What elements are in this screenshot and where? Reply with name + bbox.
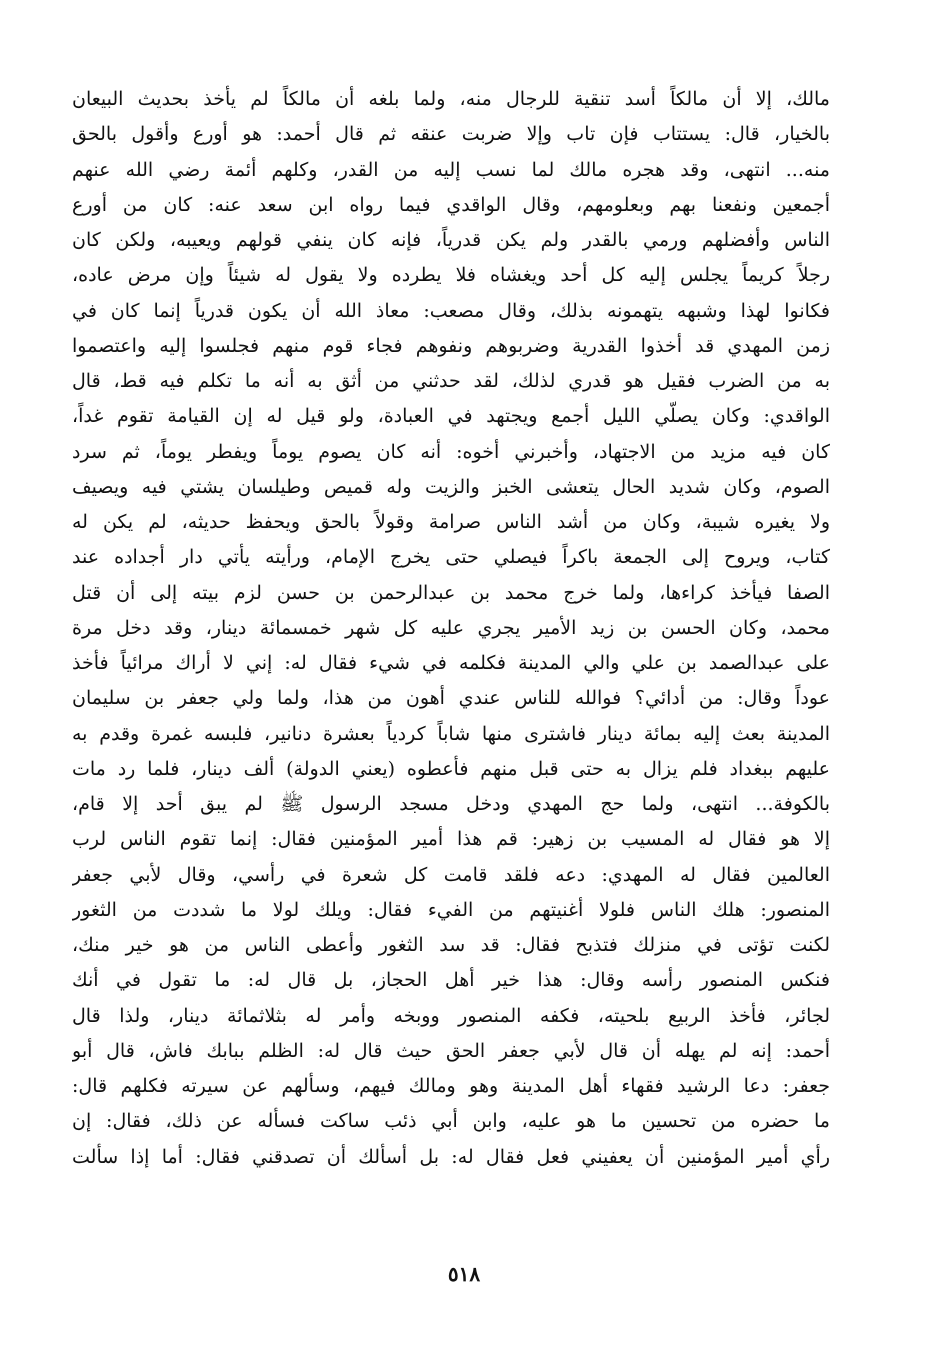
text-line-25: لكنت تؤتى في منزلك فتذبح فقال: قد سد الثغور وأعطى الناس من هو خير منك،: [72, 934, 830, 956]
text-line-1: مالك، إلا أن مالكاً أسد تنقية للرجال منه، ولما بلغه أن مالكاً لم يأخذ بحديث البيعان: [72, 88, 830, 110]
text-line-24: المنصور: هلك الناس فلولا أغنيتهم من الفيء فقال: ويلك لولا ما شددت من الثغور: [72, 898, 830, 921]
text-line-5: الناس وأفضلهم ورمي بالقدر ولم يكن قدرياً، فإنه كان ينفي قولهم ويعيبه، ولكن كان: [72, 229, 830, 251]
text-line-18: عوداً وقال: من أدائي؟ فوالله للناس عندي أهون من هذا، ولما ولي جعفر بن سليمان: [72, 687, 830, 710]
text-line-22: إلا هو فقال له المسيب بن زهير: قم هذا أمير المؤمنين فقال: إنما تقوم الناس لرب: [72, 828, 830, 851]
text-line-19: المدينة بعث إليه بمائة دينار فاشترى منها شاباً كردياً بعشرة دنانير، فلبسه غمرة وقدم به: [72, 722, 830, 745]
text-line-16: محمد، وكان الحسن بن زيد الأمير يجري عليه كل شهر خمسمائة دينار، وقد دخل مرة: [72, 616, 830, 639]
text-line-30: ما حضره من تحسين ما هو عليه، وابن أبي ذئب ساكت فسأله عن ذلك، فقال: إن: [72, 1110, 830, 1133]
page-number: ٥١٨: [447, 1262, 481, 1286]
text-line-17: على عبدالصمد بن علي والي المدينة فكلمه في شيء فقال له: إني لا أراك مرائياً فأخذ: [72, 652, 830, 674]
text-line-21: بالكوفة... انتهى، ولما حج المهدي ودخل مسجد الرسول ﷺ لم يبق أحد إلا قام،: [72, 793, 830, 815]
text-line-23: العالمين فقال له المهدي: دعه فلقد قامت كل شعرة في رأسي، وقال لأبي جعفر: [72, 863, 830, 886]
text-line-4: أجمعين ونفعنا بهم وبعلومهم، وقال الواقدي فيما رواه ابن سعد عنه: كان من أورع: [72, 193, 830, 216]
text-line-28: أحمد: إنه لم يهله أن قال لأبي جعفر الحق حيث قال له: الظلم ببابك فاش، قال أبو: [72, 1039, 830, 1062]
text-line-2: بالخيار، قال: يستتاب فإن تاب وإلا ضربت عنقه ثم قال أحمد: هو أورع وأقول بالحق: [72, 123, 830, 146]
text-line-20: عليهم ببغداد فلم يزال به حتى قبل منهم فأعطوه (يعني الدولة) ألف دينار، فلما رد مات: [72, 757, 830, 780]
body-text: [72, 82, 830, 1175]
text-line-15: الصفا فيأخذ كراءها، ولما خرج محمد بن عبدالرحمن بن حسن لزم بيته إلى أن قتل: [72, 581, 830, 604]
text-line-10: الواقدي: وكان يصلّي الليل أجمع ويجتهد في العبادة، ولو قيل له إن القيامة تقوم غداً،: [72, 405, 830, 428]
text-line-13: ولا يغيره شيبة، وكان من أشد الناس صرامة وقولاً بالحق ويحفظ حديثه، لم يكن له: [72, 511, 830, 533]
text-line-6: رجلاً كريماً يجلس إليه كل أحد ويغشاه فلا يطرده ولا يقول له شيئاً وإن مرض عاده،: [72, 264, 830, 287]
text-line-3: منه... انتهى، وقد هجره مالك لما نسب إليه من القدر، وكلهم أئمة رضي الله عنهم: [72, 158, 830, 181]
text-line-12: الصوم، وكان شديد الحال يتعشى الخبز والزيت وله قميص وطيلسان يشتي فيه ويصيف: [72, 475, 830, 498]
text-line-29: جعفر: دعا الرشيد فقهاء أهل المدينة وهو ومالك فيهم، وسألهم عن سيرته فكلهم قال:: [72, 1075, 830, 1097]
text-line-9: به من الضرب فقيل هو قدري لذلك، لقد حدثني من أثق به أنه ما تكلم فيه قط، قال: [72, 370, 830, 392]
text-line-7: فكانوا لهذا وشبهه يتهمونه بذلك، وقال مصعب: معاذ الله أن يكون قدرياً إنما كان في: [72, 299, 830, 322]
text-line-27: لجائر، فأخذ الربيع بلحيته، فكفه المنصور ووبخه وأمر له بثلاثمائة دينار، ولذا قال: [72, 1004, 830, 1027]
text-line-11: كان فيه مزيد من الاجتهاد، وأخبرني أخوه: أنه كان يصوم يوماً ويفطر يوماً، ثم سرد: [72, 440, 830, 463]
text-line-31: رأي أمير المؤمنين أن يعفيني فعل فقال له: بل أسألك أن تصدقني فقال: أما إذا سألت: [72, 1145, 830, 1168]
text-line-26: فنكس المنصور رأسه وقال: هذا خير أهل الحجاز، بل قال له: ما تقول في أنك: [72, 969, 830, 992]
text-line-14: كتاب، ويروح إلى الجمعة باكراً فيصلي حتى يخرج الإمام، ورأيته يأتي دار أجداده عند: [72, 546, 830, 569]
text-line-8: زمن المهدي قد أخذوا القدرية وضربوهم ونفوهم فجاء قوم منهم فجلسوا إليه واعتصموا: [72, 334, 830, 357]
